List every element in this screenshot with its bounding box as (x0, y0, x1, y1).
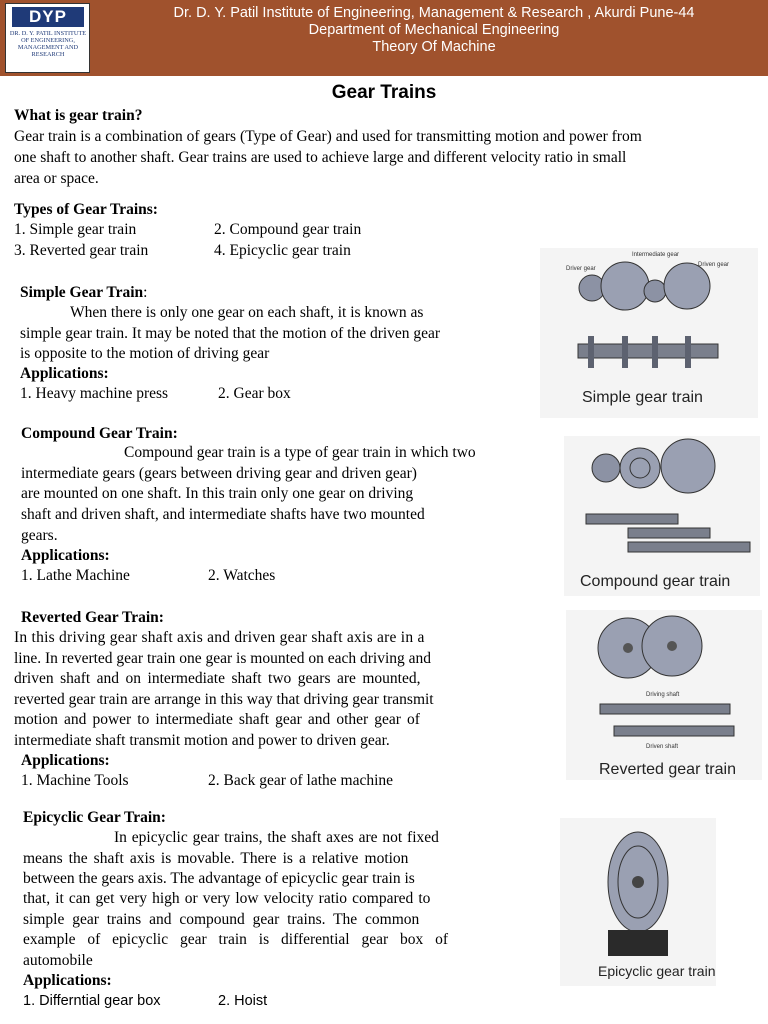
reverted-line-3: driven shaft and on intermediate shaft two gears are mounted, (14, 670, 421, 687)
intro-line-3: area or space. (14, 170, 99, 187)
compound-line-5: gears. (21, 527, 58, 544)
driven-gear-label: Driven gear (698, 262, 730, 268)
reverted-line-5: motion and power to intermediate shaft gear and other gear of (14, 711, 420, 728)
compound-app-heading: Applications: (21, 547, 110, 564)
driven-gear-icon (664, 263, 710, 309)
epicyclic-caption: Epicyclic gear train (598, 963, 716, 979)
driving-shaft-label: Driving shaft (646, 692, 680, 698)
types-item-4: 4. Epicyclic gear train (214, 242, 351, 259)
driven-gear-icon (661, 439, 715, 493)
simple-app-2: 2. Gear box (218, 385, 291, 402)
institute-logo (5, 3, 90, 73)
subject-name: Theory Of Machine (372, 39, 496, 55)
shaft-bar-2 (628, 528, 710, 538)
intro-question: What is gear train? (14, 107, 143, 124)
logo-subtext: DR. D. Y. PATIL INSTITUTE OF ENGINEERING, MANAGEMENT AND RESEARCH (9, 30, 87, 58)
compound-line-1: Compound gear train is a type of gear train in which two (124, 444, 476, 461)
shaft-3 (652, 336, 658, 368)
intro-line-2: one shaft to another shaft. Gear trains are used to achieve large and different velocity ratio in small (14, 149, 627, 166)
epicyclic-line-1: In epicyclic gear trains, the shaft axes are not fixed (114, 829, 439, 846)
reverted-app-1: 1. Machine Tools (21, 772, 129, 789)
shaft-2 (622, 336, 628, 368)
types-item-2: 2. Compound gear train (214, 221, 362, 238)
page-title: Gear Trains (331, 82, 437, 103)
simple-caption: Simple gear train (582, 389, 703, 406)
intro-line-1: Gear train is a combination of gears (Type of Gear) and used for transmitting motion and power from (14, 128, 642, 145)
simple-app-heading: Applications: (20, 365, 109, 382)
simple-gear-train-figure (540, 248, 758, 418)
flywheel-hub (632, 876, 644, 888)
shaft-bar-1 (586, 514, 678, 524)
reverted-line-4: reverted gear train are arrange in this way that driving gear transmit (14, 691, 434, 708)
epicyclic-app-2: 2. Hoist (218, 993, 268, 1009)
types-item-3: 3. Reverted gear train (14, 242, 149, 259)
simple-heading-colon: : (143, 284, 148, 301)
epicyclic-line-6: example of epicyclic gear train is differential gear box of (23, 931, 449, 948)
epicyclic-heading: Epicyclic Gear Train: (23, 809, 166, 826)
reverted-line-2: line. In reverted gear train one gear is mounted on each driving and (14, 650, 432, 667)
compound-line-3: are mounted on one shaft. In this train only one gear on driving (21, 485, 414, 502)
simple-line-1: When there is only one gear on each shaft, it is known as (70, 304, 424, 321)
logo-text: DYP (12, 7, 84, 27)
compound-heading: Compound Gear Train: (21, 425, 178, 442)
shaft-bar-3 (628, 542, 750, 552)
epicyclic-line-4: that, it can get very high or very low velocity ratio compared to (23, 890, 431, 907)
department-name: Department of Mechanical Engineering (308, 22, 560, 38)
reverted-heading: Reverted Gear Train: (21, 609, 164, 626)
simple-heading-line (20, 283, 147, 304)
shaft-bar-1 (600, 704, 730, 714)
compound-app-2: 2. Watches (208, 567, 276, 584)
reverted-app-heading: Applications: (21, 752, 110, 769)
driver-gear-label: Driver gear (566, 266, 596, 272)
shaft-1 (588, 336, 594, 368)
shaft-4 (685, 336, 691, 368)
intermediate-gear-small-icon (644, 280, 666, 302)
gear-row-bar (578, 344, 718, 358)
simple-line-3: is opposite to the motion of driving gear (20, 345, 270, 362)
epicyclic-line-7: automobile (23, 952, 93, 969)
reverted-caption: Reverted gear train (599, 761, 736, 778)
driving-hub (623, 643, 633, 653)
epicyclic-line-2: means the shaft axis is movable. There is a relative motion (23, 850, 409, 867)
types-item-1: 1. Simple gear train (14, 221, 137, 238)
compound-gear-train-figure (564, 436, 760, 596)
intermediate-gear-label: Intermediate gear (632, 252, 680, 258)
intermediate-hub (667, 641, 677, 651)
epicyclic-line-3: between the gears axis. The advantage of epicyclic gear train is (23, 870, 415, 887)
machine-base-icon (608, 930, 668, 956)
epicyclic-app-heading: Applications: (23, 972, 112, 989)
simple-line-2: simple gear train. It may be noted that the motion of the driven gear (20, 325, 441, 342)
intermediate-gear-icon (601, 262, 649, 310)
compound-line-2: intermediate gears (gears between driving gear and driven gear) (21, 465, 417, 482)
compound-gear-icon (620, 448, 660, 488)
simple-heading: Simple Gear Train (20, 284, 144, 301)
reverted-line-6: intermediate shaft transmit motion and power to driven gear. (14, 732, 390, 749)
shaft-bar-2 (614, 726, 734, 736)
institute-name: Dr. D. Y. Patil Institute of Engineering, Management & Research , Akurdi Pune-44 (173, 5, 695, 21)
header-banner (0, 0, 768, 76)
compound-line-4: shaft and driven shaft, and intermediate shafts have two mounted (21, 506, 425, 523)
simple-app-1: 1. Heavy machine press (20, 385, 169, 402)
driver-gear-icon (592, 454, 620, 482)
reverted-app-2: 2. Back gear of lathe machine (208, 772, 394, 789)
compound-app-1: 1. Lathe Machine (21, 567, 130, 584)
reverted-line-1: In this driving gear shaft axis and driven gear shaft axis are in a (14, 629, 425, 646)
types-heading: Types of Gear Trains: (14, 201, 158, 218)
epicyclic-gear-train-figure (560, 818, 716, 986)
epicyclic-app-1: 1. Differntial gear box (23, 993, 161, 1009)
driven-shaft-label: Driven shaft (646, 744, 679, 750)
reverted-gear-train-figure (566, 610, 762, 780)
compound-caption: Compound gear train (580, 573, 731, 590)
epicyclic-line-5: simple gear trains and compound gear trains. The common (23, 911, 420, 928)
